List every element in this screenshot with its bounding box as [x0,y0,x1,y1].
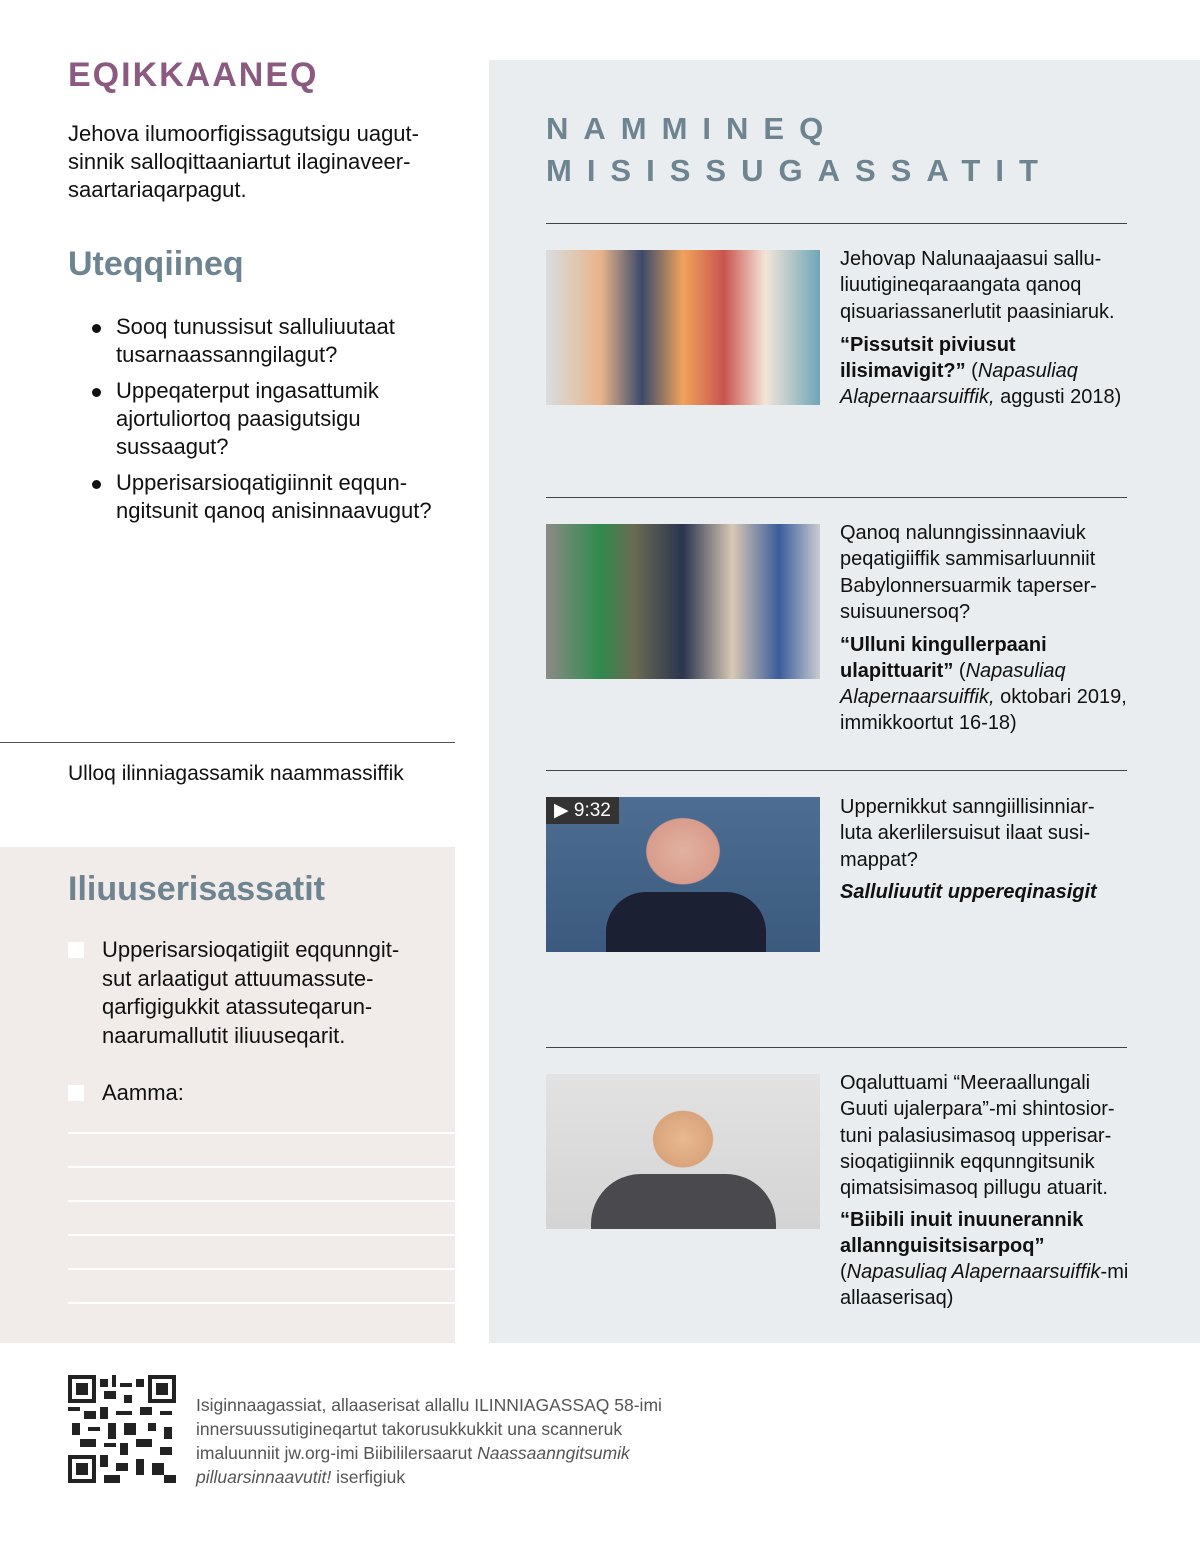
photo-public-witnessing [546,524,820,679]
review-list [90,313,460,533]
write-line[interactable] [68,1166,455,1168]
bullet-icon [92,480,101,489]
video-duration-badge[interactable]: ▶ 9:32 [546,797,619,824]
write-line[interactable] [68,1302,455,1304]
review-item: Sooq tunussisut salluliuutaat tusarnaassanngilagut? [90,313,460,369]
bullet-icon [92,388,101,397]
activity-heading: Iliuuserisassatit [68,870,326,908]
item-reference[interactable]: “Pissutsit piviusut ilisimavigit?” (Napasuliaq Alapernaarsuiffik, aggusti 2018) [840,334,1122,408]
bullet-icon [92,324,101,333]
footer-note: Isiginnaagassiat, allaaserisat allallu ILINNIAGASSAQ 58-imi innersuussutigineqartut takorusukkukkit una scanneruk imaluunniit jw.org-imi Biibililersaarut Naassaanngitsumik pilluarsinnaavutit! iserfigiuk [196,1395,662,1487]
item-description: Qanoq nalunngissinnaaviuk peqatigiiffik sammisarluunniit Babylonnersuarmik taperser- suisuunersoq? [840,522,1097,623]
also-label: Aamma: [102,1080,184,1105]
man-suit [591,1174,776,1229]
lesson-title: EQIKKAANEQ [68,56,319,94]
divider [546,770,1127,771]
divider [546,1047,1127,1048]
qr-code-icon [68,1375,176,1483]
photo-smiling-man [546,1074,820,1229]
item-reference[interactable]: “Ulluni kingullerpaani ulapittuarit” (Napasuliaq Alapernaarsuiffik, oktobari 2019, immikkoortut 16-18) [840,634,1127,734]
divider [546,497,1127,498]
item-reference[interactable]: “Biibili inuit inuunerannik allannguisitsisarpoq” (Napasuliaq Alapernaarsuiffik-mi allaaserisaq) [840,1209,1129,1309]
activity-item: Upperisarsioqatigiit eqqunngit- sut arlaatigut attuumassute- qarfigigukkit atassuteqarun- naarumallutit iliuuseqarit. [102,937,400,1048]
write-line[interactable] [68,1200,455,1202]
item-description: Uppernikkut sanngiillisinniar- luta akerlilersuisut ilaat susi- mappat? [840,796,1095,871]
also-checkbox[interactable] [68,1085,84,1101]
video-thumbnail[interactable] [546,797,820,952]
panel-heading: NAMMINEQ MISISSUGASSATIT [546,111,1053,188]
play-icon: ▶ [554,800,574,821]
write-line[interactable] [68,1268,455,1270]
item-reference[interactable]: Salluliuutit uppereqinasigit [840,881,1097,903]
activity-checkbox[interactable] [68,942,84,958]
review-item: Uppeqaterput ingasattumik ajortuliortoq paasigutsigu sussaagut? [90,377,460,461]
divider [0,742,455,743]
item-description: Jehovap Nalunaajaasui sallu- liuutigineqaraangata qanoq qisuariassanerlutit paasiniaruk. [840,248,1115,323]
review-item: Upperisarsioqatigiinnit eqqun- ngitsunit qanoq anisinnaavugut? [90,469,460,525]
qr-code[interactable] [68,1375,176,1483]
lesson-intro: Jehova ilumoorfigissagutsigu uagut- sinnik salloqittaaniartut ilaginaveer- saartariaqarpagut. [68,121,419,202]
speaker-suit [606,892,766,952]
completion-date-label: Ulloq ilinniagassamik naammassiffik [68,762,404,785]
illustration-people-with-phones [546,250,820,405]
write-line[interactable] [68,1234,455,1236]
write-line[interactable] [68,1132,455,1134]
review-heading: Uteqqiineq [68,245,244,283]
divider [546,223,1127,224]
item-description: Oqaluttuami “Meeraallungali Guuti ujalerpara”-mi shintosior- tuni palasiusimasoq upperisar- sioqatigiinnik eqqunngitsunik qimatsisimasoq pillugu atuarit. [840,1072,1115,1200]
